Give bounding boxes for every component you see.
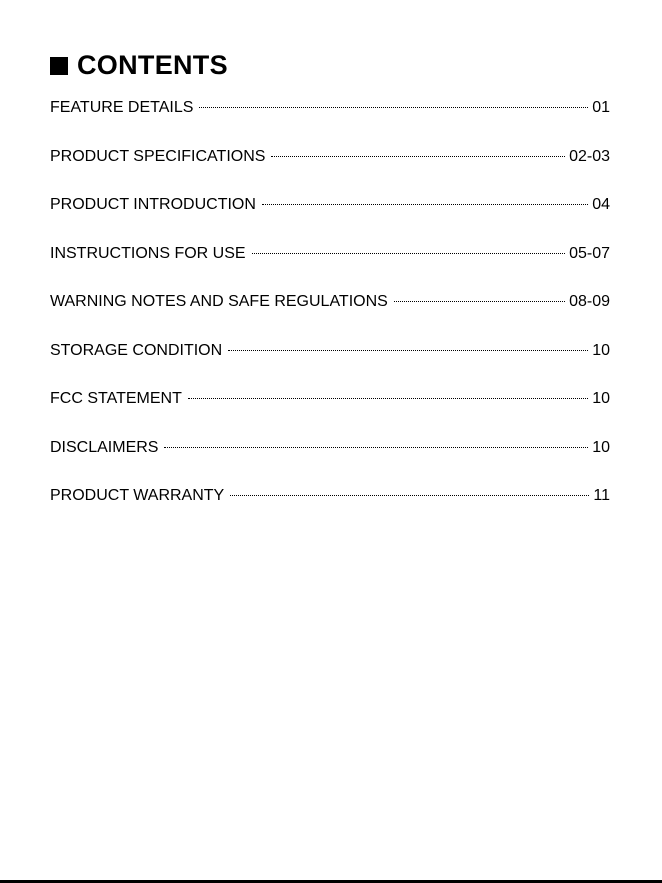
dot-leader xyxy=(188,398,588,399)
dot-leader xyxy=(271,156,565,157)
table-of-contents xyxy=(50,96,610,533)
toc-entry-title: STORAGE CONDITION xyxy=(50,341,223,359)
toc-entry-title: FCC STATEMENT xyxy=(50,390,182,407)
toc-entry-page: 08-09 xyxy=(569,293,610,310)
dot-leader xyxy=(394,301,565,302)
toc-entry-page: 10 xyxy=(592,390,610,407)
toc-entry-title: FEATURE DETAILS xyxy=(50,99,194,116)
toc-entry[interactable] xyxy=(50,193,610,217)
dot-leader xyxy=(252,253,566,254)
toc-entry[interactable] xyxy=(50,436,610,460)
toc-entry-title: PRODUCT INTRODUCTION xyxy=(50,196,256,213)
toc-entry-page: 02-03 xyxy=(569,147,610,165)
dot-leader xyxy=(199,107,588,108)
square-bullet-icon xyxy=(50,57,68,75)
toc-entry[interactable] xyxy=(50,484,610,508)
toc-entry[interactable] xyxy=(50,387,610,411)
toc-entry-title: WARNING NOTES AND SAFE REGULATIONS xyxy=(50,293,388,310)
dot-leader xyxy=(230,495,589,496)
toc-entry-page: 10 xyxy=(592,341,610,359)
dot-leader xyxy=(164,447,588,448)
toc-entry[interactable] xyxy=(50,96,610,120)
dot-leader xyxy=(228,350,588,351)
toc-entry-page: 01 xyxy=(592,99,610,116)
contents-heading xyxy=(50,48,228,82)
toc-entry[interactable] xyxy=(50,339,610,363)
toc-entry[interactable] xyxy=(50,290,610,314)
page-title: CONTENTS xyxy=(77,50,228,80)
toc-entry-page: 11 xyxy=(593,487,610,504)
toc-entry-title: PRODUCT SPECIFICATIONS xyxy=(50,147,266,165)
toc-entry[interactable] xyxy=(50,145,610,169)
toc-entry-title: PRODUCT WARRANTY xyxy=(50,487,225,504)
toc-entry-title: DISCLAIMERS xyxy=(50,438,159,456)
toc-entry-page: 10 xyxy=(592,438,610,456)
dot-leader xyxy=(262,204,588,205)
toc-entry[interactable] xyxy=(50,242,610,266)
toc-entry-page: 04 xyxy=(592,196,610,213)
toc-entry-title: INSTRUCTIONS FOR USE xyxy=(50,244,246,262)
toc-entry-page: 05-07 xyxy=(569,244,610,262)
